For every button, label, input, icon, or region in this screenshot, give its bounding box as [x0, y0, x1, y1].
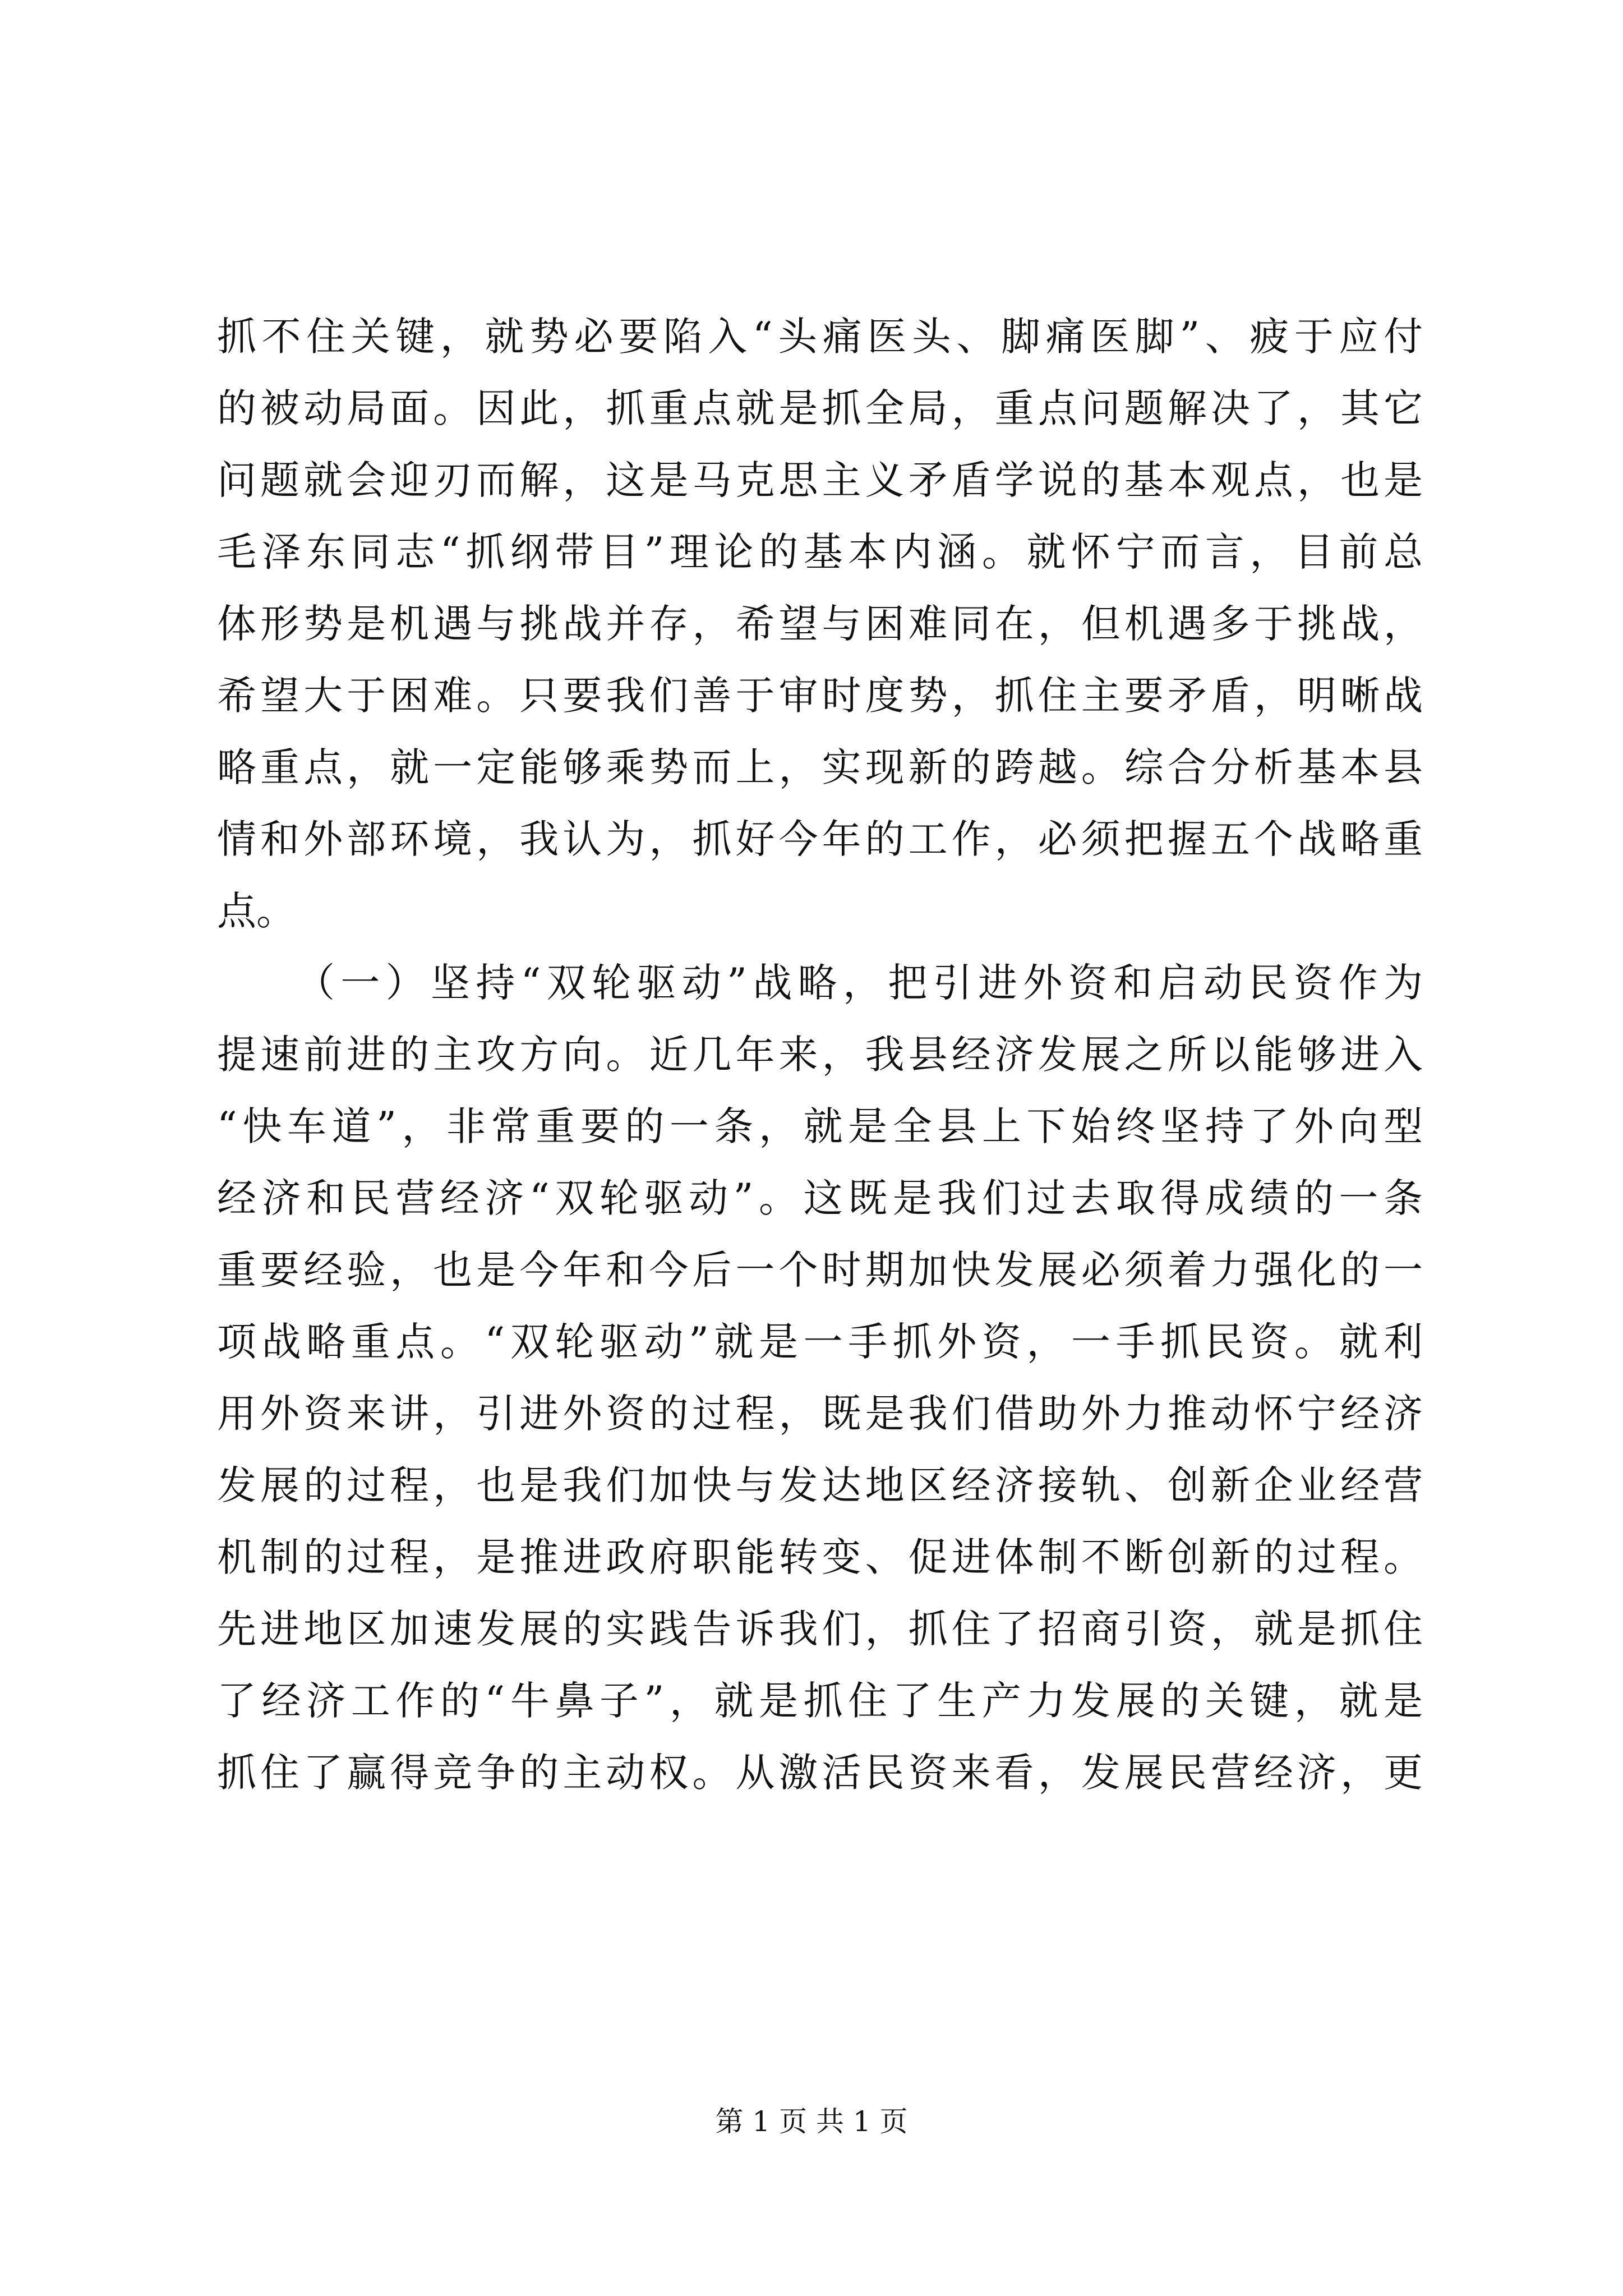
text-line: “快车道”，非常重要的一条，就是全县上下始终坚持了外向型 [217, 1103, 1423, 1149]
text-line: 先进地区加速发展的实践告诉我们，抓住了招商引资，就是抓住 [217, 1606, 1423, 1652]
text-line: 抓住了赢得竞争的主动权。从激活民资来看，发展民营经济，更 [217, 1750, 1423, 1796]
text-line: 希望大于困难。只要我们善于审时度势，抓住主要矛盾，明晰战 [217, 673, 1423, 719]
text-line: 经济和民营经济“双轮驱动”。这既是我们过去取得成绩的一条 [217, 1175, 1423, 1221]
text-line: 了经济工作的“牛鼻子”，就是抓住了生产力发展的关键，就是 [217, 1678, 1423, 1724]
text-line: 的被动局面。因此，抓重点就是抓全局，重点问题解决了，其它 [217, 385, 1423, 431]
text-line: 用外资来讲，引进外资的过程，既是我们借助外力推动怀宁经济 [217, 1391, 1423, 1437]
text-line: 项战略重点。“双轮驱动”就是一手抓外资，一手抓民资。就利 [217, 1319, 1423, 1365]
text-line: 抓不住关键，就势必要陷入“头痛医头、脚痛医脚”、疲于应付 [217, 314, 1423, 360]
text-line: 提速前进的主攻方向。近几年来，我县经济发展之所以能够进入 [217, 1032, 1423, 1078]
body-text [217, 301, 1423, 1809]
text-line: 问题就会迎刃而解，这是马克思主义矛盾学说的基本观点，也是 [217, 457, 1423, 503]
text-line: 发展的过程，也是我们加快与发达地区经济接轨、创新企业经营 [217, 1462, 1423, 1508]
text-line: 点。 [217, 888, 296, 934]
text-line: 体形势是机遇与挑战并存，希望与困难同在，但机遇多于挑战， [217, 601, 1423, 647]
page-footer [0, 2099, 1623, 2139]
page-number-label: 第 1 页 共 1 页 [715, 2105, 908, 2138]
text-line: 略重点，就一定能够乘势而上，实现新的跨越。综合分析基本县 [217, 744, 1423, 790]
section-heading-line: （一）坚持“双轮驱动”战略，把引进外资和启动民资作为 [296, 960, 1423, 1006]
text-line: 情和外部环境，我认为，抓好今年的工作，必须把握五个战略重 [217, 816, 1423, 862]
text-line: 机制的过程，是推进政府职能转变、促进体制不断创新的过程。 [217, 1534, 1423, 1580]
text-line: 毛泽东同志“抓纲带目”理论的基本内涵。就怀宁而言，目前总 [217, 529, 1423, 575]
text-line: 重要经验，也是今年和今后一个时期加快发展必须着力强化的一 [217, 1247, 1423, 1293]
